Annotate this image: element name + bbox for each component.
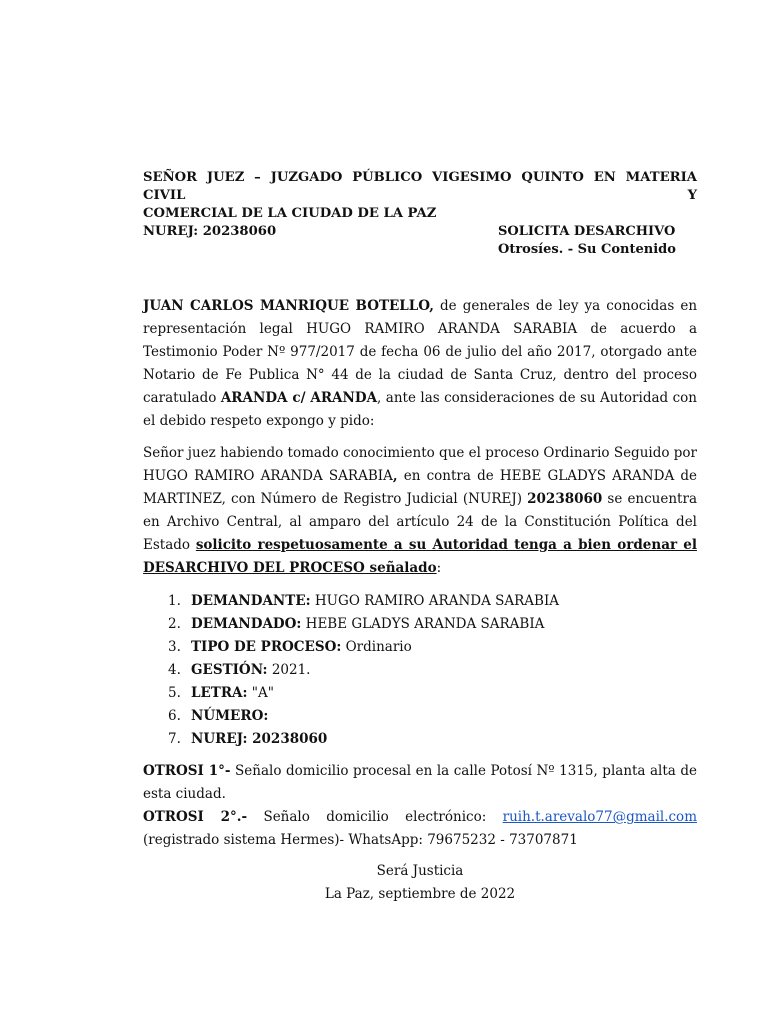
paragraph-introduction: [143, 295, 697, 433]
heading-nurej: NUREJ: 20238060: [143, 224, 277, 239]
list-item: [143, 590, 697, 613]
intro-text-b: , ante las consideraciones de su Autoridad con el debido respeto expongo y pido:: [143, 390, 697, 429]
item-value: Ordinario: [341, 639, 412, 655]
item-value: HEBE GLADYS ARANDA SARABIA: [301, 616, 545, 632]
otrosi-2-label: OTROSI 2°.-: [143, 809, 248, 825]
item-label: NUREJ: 20238060: [191, 731, 328, 747]
list-item: [143, 705, 697, 728]
heading-line-1: SEÑOR JUEZ – JUZGADO PÚBLICO VIGESIMO QUINTO EN MATERIA CIVIL Y: [143, 170, 697, 203]
case-details-list: [143, 590, 697, 751]
otrosi-1-text: Señalo domicilio procesal en la calle Potosí Nº 1315, planta alta de esta ciudad.: [143, 763, 697, 802]
request-comma: ,: [392, 468, 398, 484]
list-item: [143, 659, 697, 682]
request-text-b: en contra de HEBE GLADYS ARANDA de MARTINEZ, con Número de Registro Judicial (NUREJ): [143, 468, 698, 507]
request-text-d: :: [436, 560, 442, 576]
item-label: GESTIÓN:: [191, 662, 268, 678]
intro-text-a: de generales de ley ya conocidas en representación legal HUGO RAMIRO ARANDA SARABIA de acuerdo a Testimonio Poder Nº 977/2017 de fecha 06 de julio del año 2017, otorgado ante Notario de Fe Publica N° 44 de la ciudad de Santa Cruz, dentro del proceso caratulado: [143, 298, 698, 406]
list-number: 6.: [168, 708, 181, 724]
list-item: [143, 682, 697, 705]
otrosi-1-label: OTROSI 1°-: [143, 763, 231, 779]
list-number: 4.: [168, 662, 181, 678]
item-label: DEMANDANTE:: [191, 593, 311, 609]
otrosi-2-text-a: Señalo domicilio electrónico:: [247, 809, 503, 825]
request-reference: [498, 223, 676, 259]
list-number: 2.: [168, 616, 181, 632]
list-number: 3.: [168, 639, 181, 655]
request-subtitle: Otrosíes. - Su Contenido: [498, 242, 676, 257]
request-text-c: se encuentra en Archivo Central, al amparo del artículo 24 de la Constitución Política del Estado: [143, 491, 697, 553]
item-label: NÚMERO:: [191, 708, 269, 724]
otrosi-1: [143, 760, 697, 806]
otrosi-2: [143, 806, 697, 852]
item-label: LETRA:: [191, 685, 248, 701]
closing-justice: Será Justicia: [376, 863, 464, 879]
list-number: 7.: [168, 731, 181, 747]
otrosi-2-text-b: (registrado sistema Hermes)- WhatsApp: 79675232 - 73707871: [143, 832, 578, 848]
request-title: SOLICITA DESARCHIVO: [498, 224, 676, 239]
list-number: 5.: [168, 685, 181, 701]
item-label: DEMANDADO:: [191, 616, 302, 632]
request-nurej: 20238060: [527, 491, 603, 507]
item-value: HUGO RAMIRO ARANDA SARABIA: [310, 593, 560, 609]
list-number: 1.: [168, 593, 181, 609]
email-link[interactable]: ruih.t.arevalo77@gmail.com: [502, 809, 697, 825]
list-item: [143, 636, 697, 659]
item-value: 2021.: [267, 662, 311, 678]
list-item: [143, 728, 697, 751]
item-value: "A": [247, 685, 274, 701]
item-label: TIPO DE PROCESO:: [191, 639, 342, 655]
case-name: ARANDA c/ ARANDA: [220, 390, 378, 406]
closing-place-date: La Paz, septiembre de 2022: [324, 886, 516, 902]
list-item: [143, 613, 697, 636]
paragraph-request: [143, 442, 697, 580]
request-statement: solicito respetuosamente a su Autoridad tenga a bien ordenar el DESARCHIVO DEL PROCESO señalado: [143, 537, 697, 576]
petitioner-name: JUAN CARLOS MANRIQUE BOTELLO,: [143, 298, 434, 314]
heading-line-2: COMERCIAL DE LA CIUDAD DE LA PAZ: [143, 206, 437, 221]
request-text-a: Señor juez habiendo tomado conocimiento que el proceso Ordinario Seguido por HUGO RAMIRO ARANDA SARABIA: [143, 445, 697, 484]
